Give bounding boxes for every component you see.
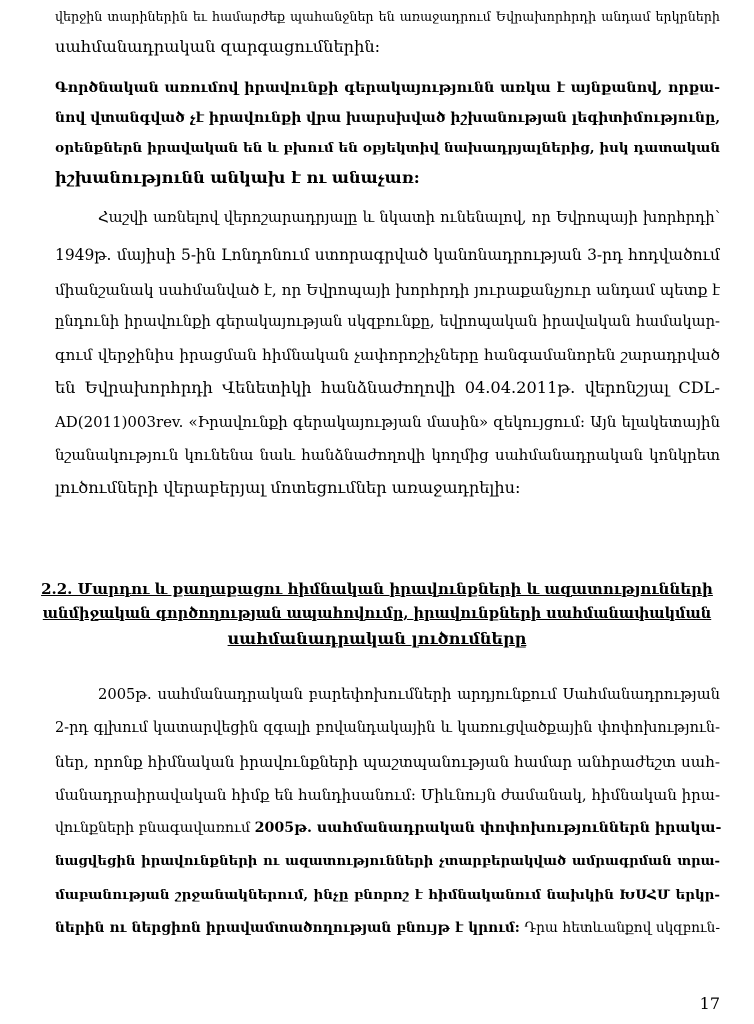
paragraph2-line-2: 1949թ. մայիսի 5-ին Լոնդոնում ստորագրված կանոնադրության 3-րդ հոդվածում [55,246,720,264]
paragraph3-line-4: մանադրաիրավական հիմք են հանդիսանում: Միևնույն ժամանակ, հիմնական իրա- [55,786,720,804]
paragraph3-line-3: ներ, որոնք հիմնական իրավունքների պաշտպանության համար անհրաժեշտ սահ- [55,753,720,771]
paragraph3-line-5 [55,813,720,843]
paragraph2-line-6: են Եվրախորհրդի Վենետիկի հանձնաժողովի 04.04.2011թ. վերոնշյալ CDL- [55,378,720,397]
paragraph2-line-9: լուծումների վերաբերյալ մոտեցումներ առաջադրելիս: [55,478,521,497]
paragraph2-line-3: միանշանակ սահմանված է, որ Եվրոպայի խորհրդի յուրաքանչյուր անդամ պետք է [55,281,720,299]
paragraph3-line-1: 2005թ. սահմանադրական բարեփոխումների արդյունքում Սահմանադրության [98,686,720,703]
paragraph2-line-1: Հաշվի առնելով վերոշարադրյալը և նկատի ունենալով, որ Եվրոպայի խորհրդի՝ [98,209,720,226]
bold-paragraph-line-4: իշխանությունն անկախ է ու անաչառ: [55,168,420,187]
paragraph2-line-4: ընդունի իրավունքի գերակայության սկզբունքը, եվրոպական իրավական համակար- [55,313,720,330]
intro-line-1: վերջին տարիներին եւ համարժեք պահանջներ են առաջադրում Եվրախորհրդի անդամ երկրների [55,9,720,24]
section-heading-line-3: սահմանադրական լուծումները [227,629,527,648]
paragraph3-line-8 [55,913,720,943]
bold-paragraph-line-3: օրենքներն իրավական են և բխում են օբյեկտիվ նախադրյալներից, իսկ դատական [55,140,720,156]
paragraph2-line-7: AD(2011)003rev. «Իրավունքի գերակայության մասին» զեկույցում: Այն ելակետային [55,413,720,431]
paragraph3-line-6: նացվեցին իրավունքների ու ազատությունների չտարբերակված ամրագրման տրա- [55,854,720,869]
page-number: 17 [699,994,720,1013]
paragraph3-line-7: մաբանության շրջանակներում, ինչը բնորոշ է հիմնականում նախկին ԽՍՀՄ երկր- [55,887,720,903]
bold-paragraph-line-2: նով վտանգված չէ իրավունքի վրա խարսխված իշխանության լեգիտիմությունը, [55,110,721,126]
paragraph3-line-2: 2-րդ գլխում կատարվեցին զգալի բովանդակային և կառուցվածքային փոփոխություն- [55,720,720,736]
paragraph3-line-5-normal: վունքների բնագավառում [55,820,255,836]
paragraph2-line-5: գում վերջինիս իրացման հիմնական չափորոշիչները հանգամանորեն շարադրված [55,346,720,364]
intro-line-2: սահմանադրական զարգացումներին: [55,37,381,56]
section-heading-line-1: 2.2. Մարդու և քաղաքացու հիմնական իրավունքների և ազատությունների [41,580,713,598]
section-heading-line-2: անմիջական գործողության ապահովումը, իրավունքների սահմանափակման [42,605,712,622]
paragraph2-line-8: նշանակություն կունենա նաև հանձնաժողովի կողմից սահմանադրական կոնկրետ [55,446,720,464]
paragraph3-line-5-bold: 2005թ. սահմանադրական փոփոխություններն իրակա- [254,820,722,836]
paragraph3-line-8-bold: ներին ու ներցիոն իրավամտածողության բնույթ է կրում: [55,920,520,936]
paragraph3-line-8-normal: Դրա հետևանքով սկզբուն- [519,920,720,936]
bold-paragraph-line-1: Գործնական առումով իրավունքի գերակայությունն առկա է այնքանով, որքա- [55,80,720,96]
